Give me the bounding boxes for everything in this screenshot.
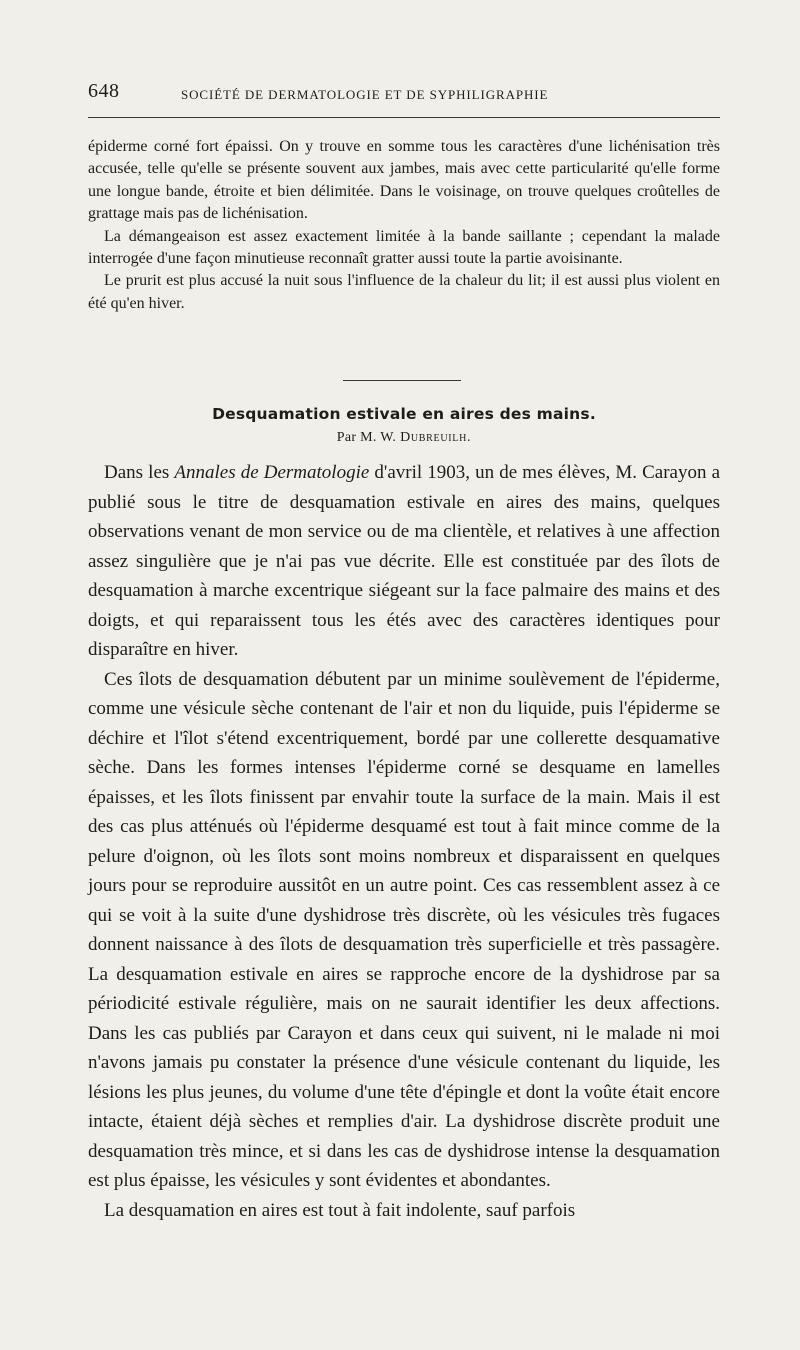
paragraph-1-start: Dans les — [104, 462, 175, 483]
previous-paragraph-2: La démangeaison est assez exactement limitée à la bande saillante ; cependant la malade interrogée d'une façon minutieuse reconnaît gratter aussi toute la partie avoisinante. — [88, 227, 720, 268]
article-paragraph-1 — [88, 458, 720, 665]
page-number: 648 — [88, 80, 120, 102]
article-title: Desquamation estivale en aires des mains. — [212, 405, 596, 423]
article-paragraph-3: La desquamation en aires est tout à fait indolente, sauf parfois — [104, 1199, 576, 1221]
article-body — [88, 458, 720, 1225]
article-paragraph-2: Ces îlots de desquamation débutent par un minime soulèvement de l'épiderme, comme une vésicule sèche contenant de l'air et non du liquide, puis l'épiderme se déchire et l'îlot s'étend excentriquement, bordé par une collerette desquamative sèche. Dans les formes intenses l'épiderme corné se desquame en lamelles épaisses, et les îlots finissent par envahir toute la surface de la main. Mais il est des cas plus atténués où l'épiderme desquamé est tout à fait mince comme de la pelure d'oignon, où les îlots sont moins nombreux et disparaissent en quelques jours pour se reproduire aussitôt en un autre point. Ces cas ressemblent assez à ce qui se voit à la suite d'une dyshidrose très discrète, où les vésicules très fugaces donnent naissance à des îlots de desquamation très superficielle et très passagère. La desquamation estivale en aires se rapproche encore de la dyshidrose par sa périodicité estivale régulière, mais on ne saurait identifier les deux affections. Dans les cas publiés par Carayon et dans ceux qui suivent, ni le malade ni moi n'avons jamais pu constater la présence d'une vésicule contenant du liquide, les lésions les plus jeunes, du volume d'une tête d'épingle et dont la voûte était encore intacte, étaient déjà sèches et remplies d'air. La dyshidrose discrète produit une desquamation très mince, et si dans les cas de dyshidrose intense la desquamation est plus épaisse, les vésicules y sont évidentes et abondantes. — [88, 668, 720, 1191]
previous-paragraph-3: Le prurit est plus accusé la nuit sous l'influence de la chaleur du lit; il est aussi plus violent en été qu'en hiver. — [88, 272, 720, 312]
running-title: SOCIÉTÉ DE DERMATOLOGIE ET DE SYPHILIGRAPHIE — [181, 87, 549, 102]
previous-article-text — [88, 136, 720, 315]
header-rule — [88, 117, 720, 118]
journal-title: Annales de Dermatologie — [174, 462, 370, 483]
previous-paragraph-1: épiderme corné fort épaissi. On y trouve en somme tous les caractères d'une lichénisation très accusée, telle qu'elle se présente souvent aux jambes, mais avec cette particularité qu'elle forme une longue bande, étroite et bien délimitée. Dans le voisinage, on trouve quelques croûtelles de grattage mais pas de lichénisation. — [88, 138, 720, 223]
article-byline — [88, 430, 720, 446]
section-separator — [343, 380, 461, 381]
paragraph-1-rest: d'avril 1903, un de mes élèves, M. Carayon a publié sous le titre de desquamation estivale en aires des mains, quelques observations venant de mon service ou de ma clientèle, et relatives à une affection assez singulière que je n'ai pas vue décrite. Elle est constituée par des îlots de desquamation à marche excentrique siégeant sur la face palmaire des mains et des doigts, et qui reparaissent tous les étés avec des caractères identiques pour disparaître en hiver. — [88, 462, 721, 660]
byline-prefix: Par M. W. — [336, 430, 397, 445]
author-name: Dubreuilh. — [400, 430, 472, 445]
page-header — [88, 80, 720, 114]
